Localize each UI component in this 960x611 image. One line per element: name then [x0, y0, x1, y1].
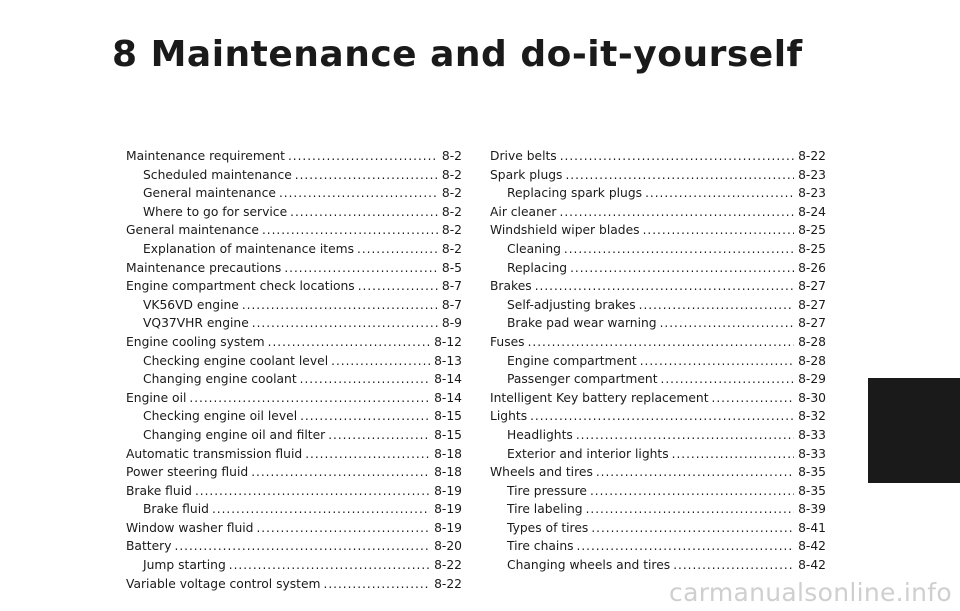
toc-subentry[interactable] — [490, 352, 826, 371]
toc-entry-page: 8-18 — [434, 465, 462, 480]
toc-subentry[interactable] — [126, 240, 462, 259]
toc-entry-label: VQ37VHR engine — [143, 316, 249, 331]
toc-subentry[interactable] — [490, 240, 826, 259]
dot-leader — [570, 259, 794, 278]
toc-entry-label: Brake fluid — [126, 483, 192, 498]
toc-entry-page: 8-39 — [798, 502, 826, 517]
toc-entry-label: Types of tires — [507, 520, 589, 535]
toc-entry-page: 8-9 — [441, 316, 462, 331]
dot-leader — [268, 333, 430, 352]
dot-leader — [262, 221, 438, 240]
toc-entry-page: 8-41 — [798, 520, 826, 535]
toc-entry-label: Changing wheels and tires — [507, 558, 671, 573]
toc-right-column — [490, 147, 826, 575]
chapter-title: 8 Maintenance and do-it-yourself — [112, 34, 803, 75]
toc-entry[interactable] — [126, 389, 462, 408]
dot-leader — [242, 296, 438, 315]
toc-left-column — [126, 147, 462, 593]
dot-leader — [358, 277, 438, 296]
toc-entry-page: 8-23 — [798, 167, 826, 182]
dot-leader — [673, 556, 794, 575]
toc-entry-page: 8-42 — [798, 558, 826, 573]
toc-subentry[interactable] — [126, 352, 462, 371]
toc-entry[interactable] — [126, 277, 462, 296]
dot-leader — [284, 259, 438, 278]
toc-entry-label: Exterior and interior lights — [507, 446, 669, 461]
toc-subentry[interactable] — [126, 426, 462, 445]
toc-entry[interactable] — [490, 407, 826, 426]
toc-entry-page: 8-15 — [434, 409, 462, 424]
toc-entry-page: 8-14 — [434, 390, 462, 405]
toc-entry[interactable] — [490, 147, 826, 166]
dot-leader — [560, 203, 795, 222]
toc-entry-page: 8-19 — [434, 502, 462, 517]
toc-entry-page: 8-27 — [798, 279, 826, 294]
toc-entry[interactable] — [490, 166, 826, 185]
toc-entry-page: 8-2 — [441, 204, 462, 219]
dot-leader — [189, 389, 430, 408]
toc-entry-label: Windshield wiper blades — [490, 223, 640, 238]
toc-entry[interactable] — [126, 463, 462, 482]
dot-leader — [660, 314, 794, 333]
toc-entry-page: 8-5 — [441, 260, 462, 275]
toc-subentry[interactable] — [490, 482, 826, 501]
toc-entry-page: 8-7 — [441, 279, 462, 294]
toc-entry[interactable] — [126, 445, 462, 464]
toc-entry[interactable] — [126, 333, 462, 352]
toc-entry-label: General maintenance — [126, 223, 259, 238]
toc-entry-label: Changing engine coolant — [143, 372, 297, 387]
toc-entry-page: 8-7 — [441, 297, 462, 312]
dot-leader — [252, 314, 438, 333]
toc-entry-page: 8-27 — [798, 316, 826, 331]
toc-subentry[interactable] — [490, 296, 826, 315]
toc-subentry[interactable] — [126, 203, 462, 222]
dot-leader — [251, 463, 430, 482]
toc-entry-page: 8-32 — [798, 409, 826, 424]
toc-entry-label: Tire labeling — [507, 502, 583, 517]
dot-leader — [672, 445, 794, 464]
toc-entry[interactable] — [490, 203, 826, 222]
dot-leader — [535, 277, 794, 296]
toc-subentry[interactable] — [490, 556, 826, 575]
toc-entry-page: 8-25 — [798, 241, 826, 256]
toc-subentry[interactable] — [490, 426, 826, 445]
dot-leader — [640, 352, 794, 371]
toc-entry-page: 8-22 — [434, 558, 462, 573]
toc-entry-page: 8-13 — [434, 353, 462, 368]
toc-entry-page: 8-28 — [798, 353, 826, 368]
toc-entry-page: 8-33 — [798, 427, 826, 442]
toc-subentry[interactable] — [490, 259, 826, 278]
toc-entry-page: 8-35 — [798, 465, 826, 480]
dot-leader — [195, 482, 430, 501]
dot-leader — [591, 519, 794, 538]
toc-entry-page: 8-18 — [434, 446, 462, 461]
dot-leader — [300, 407, 430, 426]
toc-entry-label: Wheels and tires — [490, 465, 593, 480]
toc-subentry[interactable] — [126, 314, 462, 333]
toc-entry-label: Maintenance requirement — [126, 149, 285, 163]
dot-leader — [212, 500, 430, 519]
toc-entry-label: Jump starting — [143, 558, 226, 573]
chapter-tab-marker — [868, 378, 960, 483]
toc-entry-page: 8-27 — [798, 297, 826, 312]
dot-leader — [577, 537, 795, 556]
toc-entry-page: 8-28 — [798, 334, 826, 349]
toc-subentry[interactable] — [490, 184, 826, 203]
watermark-text: carmanualsonline.info — [669, 578, 952, 607]
dot-leader — [256, 519, 430, 538]
dot-leader — [328, 426, 430, 445]
toc-entry-page: 8-22 — [434, 576, 462, 591]
toc-subentry[interactable] — [490, 537, 826, 556]
dot-leader — [639, 296, 794, 315]
toc-entry-label: Self-adjusting brakes — [507, 297, 636, 312]
toc-entry-label: Changing engine oil and filter — [143, 427, 326, 442]
dot-leader — [290, 203, 438, 222]
toc-entry-page: 8-2 — [441, 186, 462, 201]
toc-entry-page: 8-23 — [798, 186, 826, 201]
toc-entry[interactable] — [126, 147, 462, 166]
toc-entry-label: Power steering fluid — [126, 465, 249, 480]
dot-leader — [643, 221, 795, 240]
toc-entry-page: 8-12 — [434, 334, 462, 349]
dot-leader — [530, 407, 794, 426]
toc-entry-label: Window washer fluid — [126, 520, 254, 535]
toc-subentry[interactable] — [126, 184, 462, 203]
toc-entry-label: Battery — [126, 539, 172, 554]
toc-entry-label: Engine oil — [126, 390, 187, 405]
toc-entry-label: Engine compartment check locations — [126, 279, 355, 294]
dot-leader — [357, 240, 438, 259]
toc-subentry[interactable] — [490, 445, 826, 464]
toc-entry-page: 8-29 — [798, 372, 826, 387]
toc-entry-label: Fuses — [490, 334, 525, 349]
toc-entry-page: 8-30 — [798, 390, 826, 405]
toc-entry-label: Air cleaner — [490, 204, 557, 219]
toc-entry-label: Drive belts — [490, 149, 557, 163]
toc-entry[interactable] — [490, 389, 826, 408]
toc-entry-label: Explanation of maintenance items — [143, 241, 355, 256]
toc-entry[interactable] — [126, 482, 462, 501]
dot-leader — [331, 352, 430, 371]
toc-entry-label: General maintenance — [143, 186, 276, 201]
dot-leader — [661, 370, 795, 389]
toc-entry-page: 8-24 — [798, 204, 826, 219]
toc-entry[interactable] — [126, 221, 462, 240]
toc-entry-page: 8-15 — [434, 427, 462, 442]
toc-entry-page: 8-22 — [798, 149, 826, 163]
toc-subentry[interactable] — [490, 500, 826, 519]
toc-entry-page: 8-19 — [434, 520, 462, 535]
toc-entry-label: Automatic transmission fluid — [126, 446, 303, 461]
toc-entry-page: 8-19 — [434, 483, 462, 498]
dot-leader — [229, 556, 430, 575]
dot-leader — [300, 370, 430, 389]
toc-entry[interactable] — [126, 537, 462, 556]
dot-leader — [564, 240, 794, 259]
toc-entry-label: Lights — [490, 409, 528, 424]
toc-entry-label: Checking engine coolant level — [143, 353, 329, 368]
toc-entry-label: Replacing — [507, 260, 568, 275]
dot-leader — [305, 445, 430, 464]
toc-entry-page: 8-35 — [798, 483, 826, 498]
toc-entry-page: 8-14 — [434, 372, 462, 387]
toc-entry-page: 8-25 — [798, 223, 826, 238]
dot-leader — [528, 333, 795, 352]
toc-subentry[interactable] — [126, 407, 462, 426]
toc-entry-label: Checking engine oil level — [143, 409, 298, 424]
toc-entry-label: Variable voltage control system — [126, 576, 321, 591]
toc-subentry[interactable] — [126, 166, 462, 185]
toc-entry-label: Engine compartment — [507, 353, 637, 368]
toc-entry-page: 8-2 — [441, 223, 462, 238]
toc-subentry[interactable] — [490, 370, 826, 389]
toc-entry-label: Replacing spark plugs — [507, 186, 643, 201]
dot-leader — [175, 537, 431, 556]
toc-entry-label: Cleaning — [507, 241, 561, 256]
dot-leader — [279, 184, 438, 203]
toc-entry-label: Brakes — [490, 279, 532, 294]
dot-leader — [645, 184, 794, 203]
toc-subentry[interactable] — [126, 370, 462, 389]
toc-subentry[interactable] — [126, 296, 462, 315]
toc-subentry[interactable] — [490, 314, 826, 333]
dot-leader — [324, 575, 431, 594]
toc-entry-label: Headlights — [507, 427, 573, 442]
toc-entry-page: 8-33 — [798, 446, 826, 461]
toc-entry-page: 8-42 — [798, 539, 826, 554]
toc-entry-page: 8-26 — [798, 260, 826, 275]
toc-entry-page: 8-2 — [441, 241, 462, 256]
toc-entry-label: Tire pressure — [507, 483, 587, 498]
toc-entry-label: Brake pad wear warning — [507, 316, 657, 331]
toc-entry-page: 8-2 — [441, 167, 462, 182]
toc-entry[interactable] — [490, 277, 826, 296]
toc-entry[interactable] — [490, 463, 826, 482]
toc-entry[interactable] — [126, 575, 462, 594]
toc-entry[interactable] — [490, 333, 826, 352]
toc-entry-label: Brake fluid — [143, 502, 209, 517]
toc-entry[interactable] — [126, 259, 462, 278]
toc-entry-label: Engine cooling system — [126, 334, 265, 349]
toc-entry-label: Passenger compartment — [507, 372, 658, 387]
dot-leader — [712, 389, 795, 408]
dot-leader — [288, 147, 438, 166]
toc-entry-label: Maintenance precautions — [126, 260, 282, 275]
dot-leader — [586, 500, 795, 519]
dot-leader — [590, 482, 794, 501]
toc-entry-page: 8-2 — [441, 149, 462, 163]
toc-subentry[interactable] — [126, 500, 462, 519]
toc-entry-label: Intelligent Key battery replacement — [490, 390, 709, 405]
toc-entry-label: Spark plugs — [490, 167, 563, 182]
toc-subentry[interactable] — [126, 556, 462, 575]
toc-entry-label: VK56VD engine — [143, 297, 239, 312]
toc-subentry[interactable] — [490, 519, 826, 538]
toc-entry-page: 8-20 — [434, 539, 462, 554]
toc-entry-label: Where to go for service — [143, 204, 288, 219]
dot-leader — [576, 426, 794, 445]
toc-entry-label: Scheduled maintenance — [143, 167, 292, 182]
dot-leader — [596, 463, 794, 482]
dot-leader — [565, 166, 794, 185]
toc-entry-label: Tire chains — [507, 539, 574, 554]
toc-entry[interactable] — [490, 221, 826, 240]
dot-leader — [560, 147, 794, 166]
dot-leader — [295, 166, 438, 185]
toc-entry[interactable] — [126, 519, 462, 538]
